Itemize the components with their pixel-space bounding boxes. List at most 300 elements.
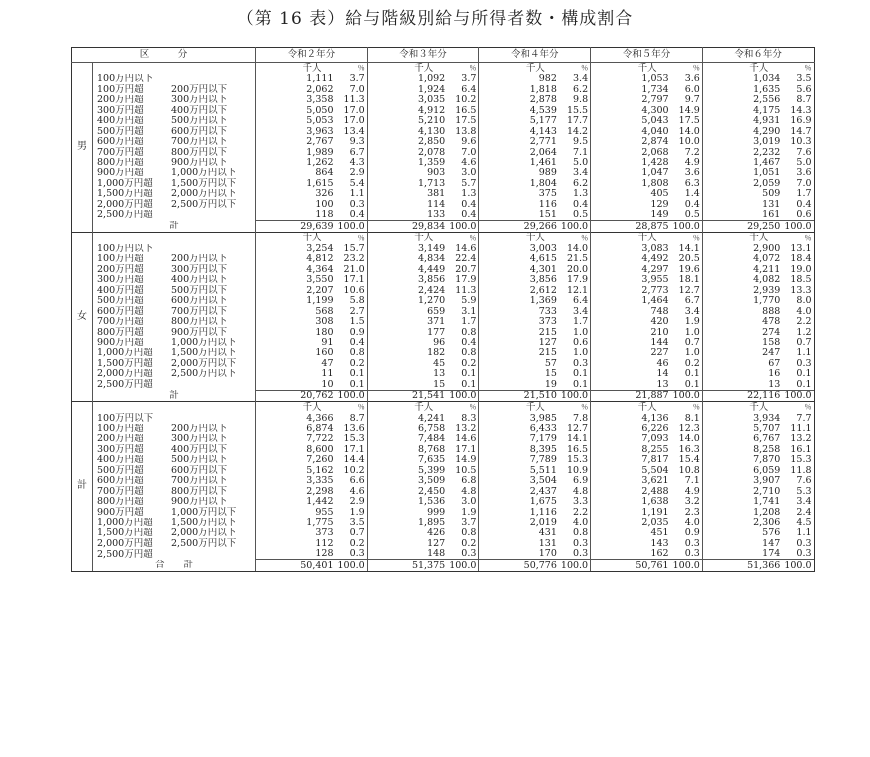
count-value: 2,059 xyxy=(753,178,781,189)
bracket-lower: 500万円超 xyxy=(97,465,144,476)
table-row xyxy=(72,348,815,358)
count-value: 4,241 xyxy=(418,413,446,424)
total-percent: 100.0 xyxy=(336,390,368,401)
count-value: 7,722 xyxy=(306,434,334,445)
percent-value: 3.6 xyxy=(671,74,703,84)
count-value: 1,734 xyxy=(641,84,669,95)
percent-value: 1.7 xyxy=(447,317,479,327)
unit-count: 千人 xyxy=(702,402,782,414)
count-value: 15 xyxy=(544,368,557,380)
percent-value: 0.6 xyxy=(782,210,814,221)
percent-value: 7.1 xyxy=(559,147,591,157)
count-value: 6,758 xyxy=(418,423,446,434)
percent-value: 0.6 xyxy=(559,338,591,348)
bracket-lower: 700万円超 xyxy=(97,147,144,158)
percent-value: 6.4 xyxy=(447,84,479,94)
percent-value: 12.7 xyxy=(559,424,591,434)
bracket-upper: 1,500万円以下 xyxy=(171,347,237,359)
bracket-upper: 600万円以下 xyxy=(171,465,228,476)
count-value: 2,900 xyxy=(753,243,781,254)
table-row xyxy=(72,549,815,560)
income-bracket-label xyxy=(93,549,256,560)
percent-value: 16.5 xyxy=(559,444,591,454)
bracket-lower: 900万円超 xyxy=(97,507,144,518)
table-row xyxy=(72,528,815,538)
count-value: 174 xyxy=(762,548,781,560)
income-bracket-label xyxy=(93,348,256,358)
bracket-lower: 800万円超 xyxy=(97,327,144,338)
income-bracket-label xyxy=(93,358,256,368)
bracket-upper: 400万円以下 xyxy=(171,444,228,455)
percent-value: 5.3 xyxy=(782,486,814,496)
table-row xyxy=(72,264,815,274)
percent-value: 0.4 xyxy=(447,210,479,221)
income-bracket-label xyxy=(93,210,256,221)
income-bracket-label xyxy=(93,444,256,454)
percent-value: 1.2 xyxy=(782,327,814,337)
percent-value: 6.7 xyxy=(671,296,703,306)
count-value: 6,433 xyxy=(529,423,557,434)
count-value: 1,116 xyxy=(529,507,557,518)
count-value: 568 xyxy=(315,306,334,317)
count-value: 4,615 xyxy=(529,254,557,265)
bracket-upper: 1,000万円以下 xyxy=(171,337,237,348)
count-value: 999 xyxy=(427,507,446,518)
count-value: 91 xyxy=(321,337,334,348)
percent-value: 17.5 xyxy=(447,116,479,126)
count-value: 888 xyxy=(762,306,781,317)
count-value: 576 xyxy=(762,527,781,539)
unit-count: 千人 xyxy=(367,402,447,414)
count-value: 5,177 xyxy=(529,115,557,127)
unit-pct: ％ xyxy=(336,63,368,75)
percent-value: 17.5 xyxy=(671,116,703,126)
bracket-lower: 200万円超 xyxy=(97,94,144,106)
total-percent: 100.0 xyxy=(782,560,814,571)
income-bracket-label xyxy=(93,317,256,327)
percent-value: 6.2 xyxy=(559,84,591,94)
unit-count: 千人 xyxy=(591,232,671,244)
count-value: 5,707 xyxy=(753,423,781,434)
percent-value: 7.0 xyxy=(336,84,368,94)
percent-value: 5.4 xyxy=(336,178,368,188)
percent-value: 6.8 xyxy=(447,476,479,486)
count-value: 1,536 xyxy=(418,496,446,508)
bracket-upper: 900万円以下 xyxy=(171,496,228,508)
table-row xyxy=(72,538,815,548)
percent-value: 0.1 xyxy=(559,379,591,390)
total-percent: 100.0 xyxy=(671,560,703,571)
percent-value: 5.6 xyxy=(782,84,814,94)
percent-value: 0.1 xyxy=(336,369,368,379)
percent-value: 13.6 xyxy=(336,424,368,434)
percent-value: 18.5 xyxy=(782,275,814,285)
percent-value: 0.7 xyxy=(336,528,368,538)
count-value: 4,300 xyxy=(641,105,669,116)
percent-value: 17.0 xyxy=(336,116,368,126)
percent-value: 4.6 xyxy=(336,486,368,496)
percent-value: 8.3 xyxy=(447,413,479,423)
count-value: 6,226 xyxy=(641,423,669,434)
label-cell xyxy=(93,63,256,75)
income-bracket-label xyxy=(93,95,256,105)
percent-value: 0.3 xyxy=(336,199,368,209)
total-row xyxy=(72,560,815,571)
bracket-upper: 400万円以下 xyxy=(171,274,228,286)
income-bracket-label xyxy=(93,137,256,147)
income-bracket-label xyxy=(93,105,256,115)
count-value: 5,504 xyxy=(641,465,669,476)
count-value: 67 xyxy=(768,358,781,369)
count-value: 1,818 xyxy=(529,84,557,95)
percent-value: 7.7 xyxy=(782,413,814,423)
count-value: 4,175 xyxy=(753,105,781,116)
count-value: 1,989 xyxy=(306,147,334,158)
percent-value: 17.1 xyxy=(336,444,368,454)
table-row xyxy=(72,317,815,327)
percent-value: 5.9 xyxy=(447,296,479,306)
category-header: 区 分 xyxy=(72,48,256,63)
count-value: 3,254 xyxy=(306,243,334,254)
percent-value: 6.0 xyxy=(671,84,703,94)
percent-value: 1.0 xyxy=(559,327,591,337)
count-value: 148 xyxy=(427,548,446,560)
total-count: 50,761 xyxy=(591,560,671,571)
bracket-lower: 900万円超 xyxy=(97,337,144,348)
percent-value: 17.9 xyxy=(447,275,479,285)
percent-value: 3.5 xyxy=(782,74,814,84)
percent-value: 0.2 xyxy=(336,538,368,548)
count-value: 4,130 xyxy=(418,126,446,137)
bracket-upper: 200万円以下 xyxy=(171,84,228,95)
count-value: 131 xyxy=(538,538,557,549)
count-value: 6,059 xyxy=(753,465,781,476)
count-value: 147 xyxy=(762,538,781,549)
count-value: 1,359 xyxy=(418,157,446,168)
unit-pct: ％ xyxy=(336,402,368,414)
percent-value: 10.8 xyxy=(671,465,703,475)
percent-value: 16.3 xyxy=(671,444,703,454)
count-value: 13 xyxy=(656,379,669,390)
unit-pct: ％ xyxy=(447,63,479,75)
unit-count: 千人 xyxy=(256,232,336,244)
count-value: 420 xyxy=(650,316,669,328)
percent-value: 0.3 xyxy=(782,358,814,368)
table-row xyxy=(72,413,815,423)
count-value: 128 xyxy=(315,548,334,560)
percent-value: 2.7 xyxy=(336,306,368,316)
count-value: 2,424 xyxy=(418,285,446,296)
percent-value: 14.3 xyxy=(782,105,814,115)
bracket-lower: 100万円以下 xyxy=(97,243,154,254)
percent-value: 3.7 xyxy=(447,518,479,528)
table-row xyxy=(72,147,815,157)
percent-value: 13.1 xyxy=(782,244,814,254)
count-value: 180 xyxy=(315,327,334,338)
count-value: 748 xyxy=(650,306,669,317)
count-value: 1,428 xyxy=(641,157,669,168)
count-value: 2,612 xyxy=(529,285,557,296)
percent-value: 1.9 xyxy=(336,507,368,517)
unit-pct: ％ xyxy=(671,232,703,244)
income-bracket-label xyxy=(93,285,256,295)
count-value: 47 xyxy=(321,358,334,369)
count-value: 177 xyxy=(427,327,446,338)
unit-count: 千人 xyxy=(702,232,782,244)
count-value: 2,710 xyxy=(753,486,781,497)
percent-value: 8.7 xyxy=(336,413,368,423)
percent-value: 6.7 xyxy=(336,147,368,157)
count-value: 1,262 xyxy=(306,157,334,168)
percent-value: 1.1 xyxy=(336,189,368,199)
percent-value: 1.7 xyxy=(782,189,814,199)
count-value: 3,621 xyxy=(641,475,669,487)
percent-value: 7.2 xyxy=(671,147,703,157)
count-value: 3,856 xyxy=(418,274,446,286)
count-value: 864 xyxy=(315,167,334,179)
unit-pct: ％ xyxy=(336,232,368,244)
percent-value: 6.3 xyxy=(671,178,703,188)
unit-count: 千人 xyxy=(414,62,434,74)
income-bracket-label xyxy=(93,189,256,199)
count-value: 8,258 xyxy=(753,444,781,455)
income-bracket-label xyxy=(93,476,256,486)
table-row xyxy=(72,465,815,475)
percent-value: 1.5 xyxy=(336,317,368,327)
percent-value: 10.2 xyxy=(447,95,479,105)
percent-value: 14.6 xyxy=(447,244,479,254)
percent-value: 0.1 xyxy=(671,379,703,390)
count-value: 371 xyxy=(427,316,446,328)
percent-value: 1.0 xyxy=(671,327,703,337)
percent-value: 0.8 xyxy=(336,348,368,358)
table-row xyxy=(72,285,815,295)
percent-value: 3.6 xyxy=(671,168,703,178)
count-value: 1,111 xyxy=(306,74,334,85)
bracket-lower: 400万円超 xyxy=(97,115,144,127)
percent-value: 0.3 xyxy=(447,549,479,560)
percent-value: 0.4 xyxy=(336,210,368,221)
total-percent: 100.0 xyxy=(671,221,703,232)
group-label: 計 xyxy=(72,402,93,572)
count-value: 3,985 xyxy=(529,413,557,424)
count-value: 3,335 xyxy=(306,475,334,487)
count-value: 5,511 xyxy=(529,465,557,476)
bracket-lower: 700万円超 xyxy=(97,316,144,328)
percent-value: 3.1 xyxy=(447,306,479,316)
bracket-lower: 100万円以下 xyxy=(97,413,154,424)
count-value: 4,040 xyxy=(641,126,669,137)
percent-value: 5.0 xyxy=(559,158,591,168)
percent-value: 4.6 xyxy=(447,158,479,168)
total-count: 29,834 xyxy=(367,221,447,232)
count-value: 2,488 xyxy=(641,486,669,497)
bracket-lower: 1,000万円超 xyxy=(97,347,153,359)
table-row xyxy=(72,296,815,306)
count-value: 46 xyxy=(656,358,669,369)
percent-value: 0.1 xyxy=(559,369,591,379)
count-value: 16 xyxy=(768,368,781,380)
percent-value: 2.9 xyxy=(336,168,368,178)
count-value: 2,064 xyxy=(529,147,557,158)
count-value: 151 xyxy=(538,209,557,221)
percent-value: 14.6 xyxy=(447,434,479,444)
unit-count: 千人 xyxy=(591,402,671,414)
percent-value: 0.3 xyxy=(559,538,591,548)
table-row xyxy=(72,455,815,465)
count-value: 1,051 xyxy=(753,167,781,179)
count-value: 144 xyxy=(650,337,669,348)
count-value: 1,804 xyxy=(529,178,557,189)
count-value: 7,789 xyxy=(529,454,557,466)
table-row xyxy=(72,424,815,434)
percent-value: 11.3 xyxy=(336,95,368,105)
percent-value: 10.5 xyxy=(447,465,479,475)
percent-value: 0.1 xyxy=(782,379,814,390)
count-value: 247 xyxy=(762,347,781,359)
percent-value: 13.4 xyxy=(336,126,368,136)
bracket-lower: 900万円超 xyxy=(97,167,144,179)
count-value: 7,870 xyxy=(753,454,781,466)
count-value: 4,812 xyxy=(306,254,334,265)
bracket-upper: 2,000万円以下 xyxy=(171,358,237,369)
count-value: 5,050 xyxy=(306,105,334,116)
unit-count: 千人 xyxy=(256,402,336,414)
label-cell xyxy=(93,232,256,244)
count-value: 4,136 xyxy=(641,413,669,424)
count-value: 1,808 xyxy=(641,178,669,189)
total-count: 29,639 xyxy=(256,221,336,232)
percent-value: 7.8 xyxy=(559,413,591,423)
percent-value: 2.9 xyxy=(336,497,368,507)
count-value: 3,504 xyxy=(529,475,557,487)
count-value: 903 xyxy=(427,167,446,179)
count-value: 158 xyxy=(762,337,781,348)
percent-value: 0.1 xyxy=(447,379,479,390)
percent-value: 0.2 xyxy=(447,538,479,548)
bracket-lower: 600万円超 xyxy=(97,136,144,148)
percent-value: 9.7 xyxy=(671,95,703,105)
table-row xyxy=(72,84,815,94)
year-header: 令和４年分 xyxy=(479,48,591,63)
bracket-lower: 2,000万円超 xyxy=(97,368,153,380)
percent-value: 13.2 xyxy=(782,434,814,444)
table-row xyxy=(72,497,815,507)
count-value: 114 xyxy=(427,199,446,210)
percent-value: 0.4 xyxy=(782,199,814,209)
income-bracket-label xyxy=(93,116,256,126)
percent-value: 7.0 xyxy=(782,178,814,188)
percent-value: 3.7 xyxy=(447,74,479,84)
count-value: 2,850 xyxy=(418,136,446,148)
count-value: 982 xyxy=(538,74,557,85)
count-value: 4,931 xyxy=(753,115,781,127)
percent-value: 14.1 xyxy=(559,434,591,444)
count-value: 2,771 xyxy=(529,136,557,148)
table-row xyxy=(72,158,815,168)
percent-value: 17.1 xyxy=(447,444,479,454)
bracket-lower: 400万円超 xyxy=(97,454,144,466)
table-row xyxy=(72,434,815,444)
count-value: 2,797 xyxy=(641,94,669,106)
percent-value: 7.0 xyxy=(447,147,479,157)
bracket-lower: 200万円超 xyxy=(97,434,144,445)
percent-value: 15.3 xyxy=(336,434,368,444)
percent-value: 0.3 xyxy=(782,538,814,548)
percent-value: 0.4 xyxy=(671,199,703,209)
year-header: 令和６年分 xyxy=(702,48,814,63)
percent-value: 15.4 xyxy=(671,455,703,465)
percent-value: 12.1 xyxy=(559,285,591,295)
percent-value: 3.4 xyxy=(671,306,703,316)
percent-value: 5.8 xyxy=(336,296,368,306)
count-value: 15 xyxy=(433,379,446,390)
percent-value: 0.2 xyxy=(671,358,703,368)
unit-pct: ％ xyxy=(782,402,814,414)
income-bracket-label xyxy=(93,507,256,517)
total-label: 計 xyxy=(93,390,256,401)
total-percent: 100.0 xyxy=(559,560,591,571)
percent-value: 17.9 xyxy=(559,275,591,285)
total-label: 合 計 xyxy=(93,560,256,571)
count-value: 4,290 xyxy=(753,126,781,137)
count-value: 1,638 xyxy=(641,496,669,508)
percent-value: 10.2 xyxy=(336,465,368,475)
count-value: 162 xyxy=(650,548,669,560)
percent-value: 1.7 xyxy=(559,317,591,327)
table-row xyxy=(72,199,815,209)
count-value: 1,675 xyxy=(529,496,557,508)
count-value: 7,817 xyxy=(641,454,669,466)
table-row xyxy=(72,137,815,147)
table-row xyxy=(72,189,815,199)
bracket-lower: 2,000万円超 xyxy=(97,538,153,549)
count-value: 127 xyxy=(427,538,446,549)
bracket-lower: 800万円超 xyxy=(97,157,144,168)
header-row xyxy=(72,48,815,63)
total-count: 22,116 xyxy=(702,390,782,401)
percent-value: 21.0 xyxy=(336,264,368,274)
count-value: 2,306 xyxy=(753,517,781,528)
percent-value: 0.5 xyxy=(559,210,591,221)
unit-count: 千人 xyxy=(749,62,769,74)
count-value: 3,003 xyxy=(529,243,557,254)
bracket-lower: 300万円超 xyxy=(97,105,144,116)
percent-value: 12.3 xyxy=(671,424,703,434)
count-value: 1,270 xyxy=(418,295,446,307)
percent-value: 18.4 xyxy=(782,254,814,264)
count-value: 4,912 xyxy=(418,105,446,116)
count-value: 4,364 xyxy=(306,264,334,275)
total-count: 28,875 xyxy=(591,221,671,232)
percent-value: 8.7 xyxy=(782,95,814,105)
percent-value: 0.3 xyxy=(559,549,591,560)
total-percent: 100.0 xyxy=(447,221,479,232)
count-value: 4,492 xyxy=(641,254,669,265)
total-percent: 100.0 xyxy=(447,390,479,401)
count-value: 1,635 xyxy=(753,84,781,95)
count-value: 373 xyxy=(315,527,334,539)
percent-value: 1.9 xyxy=(671,317,703,327)
bracket-lower: 1,000万円超 xyxy=(97,178,153,189)
unit-count: 千人 xyxy=(302,62,322,74)
count-value: 7,179 xyxy=(529,434,557,445)
count-value: 215 xyxy=(538,327,557,338)
income-bracket-label xyxy=(93,413,256,423)
table-row xyxy=(72,210,815,221)
percent-value: 0.3 xyxy=(782,549,814,560)
bracket-upper: 800万円以下 xyxy=(171,147,228,158)
